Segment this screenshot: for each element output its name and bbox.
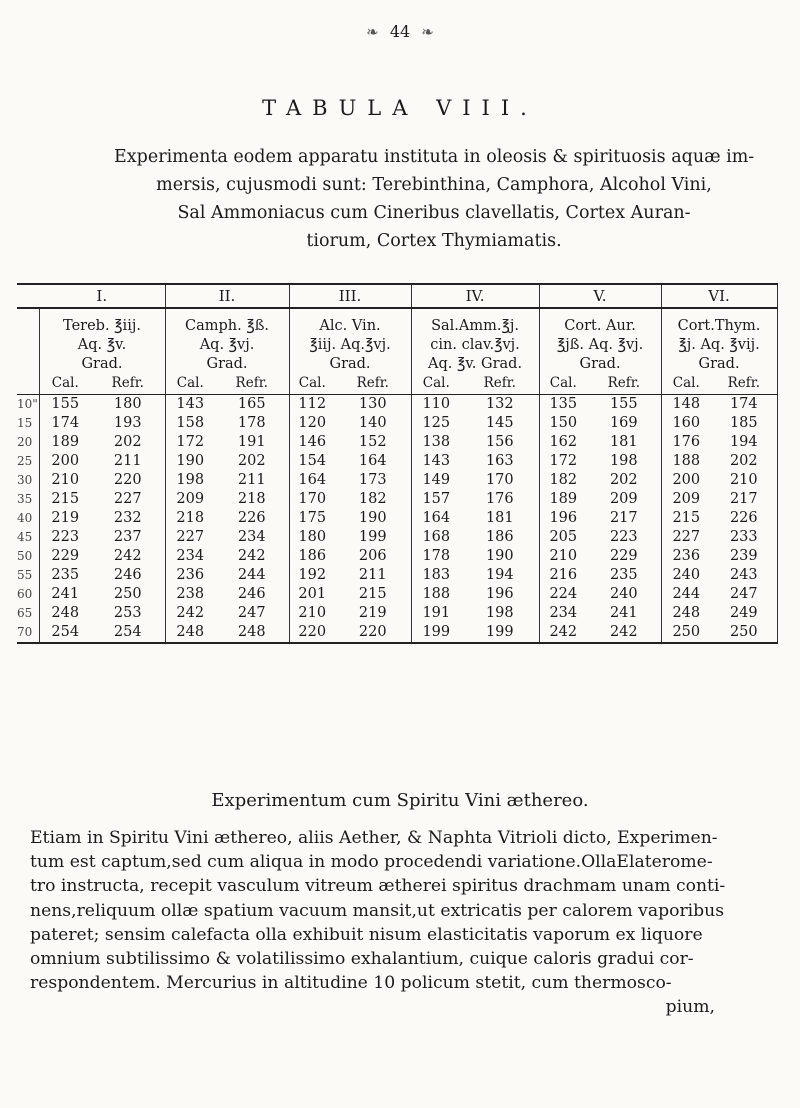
refr-value: 191 xyxy=(237,434,266,450)
body-line: nens,reliquum ollæ spatium vacuum mansit,ut extricatis per calorem vaporibus xyxy=(30,900,725,921)
substance-label: Tereb. ℥iij. Aq. ℥v. xyxy=(39,308,165,355)
body-paragraph xyxy=(30,826,775,1020)
intro-line: tiorum, Cortex Thymiamatis. xyxy=(306,231,562,251)
cal-value: 162 xyxy=(539,433,587,452)
refr-value: 182 xyxy=(358,491,387,507)
grad-label: Grad. xyxy=(39,355,165,374)
refr-value: 176 xyxy=(485,491,514,507)
cal-value: 182 xyxy=(539,471,587,490)
cal-value: 210 xyxy=(539,547,587,566)
cal-value: 155 xyxy=(39,395,91,415)
refr-label: Refr. xyxy=(711,374,777,395)
refr-value: 199 xyxy=(358,529,387,545)
cal-value: 201 xyxy=(289,585,335,604)
table-title: TABULA VIII. xyxy=(262,96,538,120)
refr-value: 180 xyxy=(113,396,142,412)
refr-value: 190 xyxy=(358,510,387,526)
cal-value: 164 xyxy=(411,509,461,528)
substance-label: Sal.Amm.℥j. cin. clav.℥vj. xyxy=(411,308,539,355)
refr-value: 233 xyxy=(711,528,777,547)
column-numeral: II. xyxy=(165,284,289,308)
ornament-right-icon: ❧ xyxy=(421,23,434,41)
refr-value: 130 xyxy=(358,396,387,412)
refr-value: 219 xyxy=(358,605,387,621)
cal-value: 178 xyxy=(411,547,461,566)
refr-value: 199 xyxy=(461,623,539,643)
cal-value: 210 xyxy=(39,471,91,490)
body-line: omnium subtilissimo & volatilissimo exhalantium, cuique caloris gradui cor- xyxy=(30,949,694,970)
cal-value: 210 xyxy=(289,604,335,623)
intro-paragraph xyxy=(114,143,754,255)
refr-value: 181 xyxy=(485,510,514,526)
column-numeral: V. xyxy=(539,284,661,308)
cal-value: 242 xyxy=(165,604,215,623)
body-line: tum est captum,sed cum aliqua in modo procedendi variatione.OllaElaterome- xyxy=(30,852,713,873)
refr-value: 240 xyxy=(609,586,638,602)
refr-value: 250 xyxy=(711,623,777,643)
time-label: 25 xyxy=(17,454,33,468)
cal-value: 235 xyxy=(39,566,91,585)
cal-value: 148 xyxy=(661,395,711,415)
refr-label: Refr. xyxy=(461,374,539,395)
refr-value: 226 xyxy=(711,509,777,528)
refr-value: 155 xyxy=(609,396,638,412)
refr-value: 234 xyxy=(237,529,266,545)
table-row xyxy=(17,528,777,547)
table-row xyxy=(17,604,777,623)
grad-label: Aq. ℥v. Grad. xyxy=(411,355,539,374)
refr-value: 242 xyxy=(237,548,266,564)
refr-value: 186 xyxy=(485,529,514,545)
cal-value: 149 xyxy=(411,471,461,490)
refr-value: 194 xyxy=(711,433,777,452)
cal-label: Cal. xyxy=(165,374,215,395)
time-label: 65 xyxy=(17,606,33,620)
refr-value: 196 xyxy=(485,586,514,602)
cal-value: 205 xyxy=(539,528,587,547)
cal-value: 234 xyxy=(539,604,587,623)
cal-value: 138 xyxy=(411,433,461,452)
refr-value: 164 xyxy=(358,453,387,469)
refr-value: 227 xyxy=(113,491,142,507)
refr-value: 132 xyxy=(485,396,514,412)
grad-label: Grad. xyxy=(661,355,777,374)
cal-value: 200 xyxy=(661,471,711,490)
refr-value: 248 xyxy=(215,623,289,643)
time-label: 45 xyxy=(17,530,33,544)
column-numeral: III. xyxy=(289,284,411,308)
refr-value: 237 xyxy=(113,529,142,545)
table-row xyxy=(17,490,777,509)
substance-label: Cort. Aur. ℥jß. Aq. ℥vj. xyxy=(539,308,661,355)
refr-value: 202 xyxy=(609,472,638,488)
refr-value: 217 xyxy=(711,490,777,509)
cal-value: 241 xyxy=(39,585,91,604)
table-row xyxy=(17,395,777,415)
refr-label: Refr. xyxy=(215,374,289,395)
refr-value: 232 xyxy=(113,510,142,526)
refr-value: 247 xyxy=(711,585,777,604)
refr-value: 185 xyxy=(711,414,777,433)
roman-header-row xyxy=(17,284,777,308)
cal-value: 176 xyxy=(661,433,711,452)
body-line: tro instructa, recepit vasculum vitreum ætherei spiritus drachmam unam conti- xyxy=(30,876,726,897)
time-label: 70 xyxy=(17,623,39,643)
cal-value: 227 xyxy=(661,528,711,547)
cal-value: 180 xyxy=(289,528,335,547)
cal-value: 164 xyxy=(289,471,335,490)
column-numeral: VI. xyxy=(661,284,777,308)
refr-value: 249 xyxy=(711,604,777,623)
cal-value: 215 xyxy=(661,509,711,528)
refr-value: 140 xyxy=(358,415,387,431)
cal-value: 158 xyxy=(165,414,215,433)
cal-value: 236 xyxy=(165,566,215,585)
refr-value: 206 xyxy=(358,548,387,564)
cal-value: 143 xyxy=(165,395,215,415)
refr-value: 202 xyxy=(237,453,266,469)
cal-value: 216 xyxy=(539,566,587,585)
refr-value: 173 xyxy=(358,472,387,488)
cal-value: 120 xyxy=(289,414,335,433)
refr-value: 211 xyxy=(358,567,387,583)
cal-value: 220 xyxy=(289,623,335,643)
cal-value: 236 xyxy=(661,547,711,566)
section-heading: Experimentum cum Spiritu Vini æthereo. xyxy=(211,790,589,811)
refr-value: 250 xyxy=(113,586,142,602)
refr-value: 242 xyxy=(587,623,661,643)
substance-label: Alc. Vin. ℥iij. Aq.℥vj. xyxy=(289,308,411,355)
cal-label: Cal. xyxy=(289,374,335,395)
cal-value: 191 xyxy=(411,604,461,623)
column-numeral: I. xyxy=(39,284,165,308)
grad-row xyxy=(17,355,777,374)
refr-value: 220 xyxy=(113,472,142,488)
cal-value: 125 xyxy=(411,414,461,433)
table-row xyxy=(17,452,777,471)
refr-value: 174 xyxy=(711,395,777,415)
cal-value: 248 xyxy=(661,604,711,623)
cal-value: 240 xyxy=(661,566,711,585)
refr-value: 253 xyxy=(113,605,142,621)
page-number: 44 xyxy=(389,22,411,41)
cal-value: 186 xyxy=(289,547,335,566)
cal-value: 143 xyxy=(411,452,461,471)
grad-label: Grad. xyxy=(165,355,289,374)
cal-value: 224 xyxy=(539,585,587,604)
cal-value: 244 xyxy=(661,585,711,604)
cal-value: 150 xyxy=(539,414,587,433)
refr-value: 198 xyxy=(485,605,514,621)
refr-value: 181 xyxy=(609,434,638,450)
refr-value: 229 xyxy=(609,548,638,564)
table-row xyxy=(17,509,777,528)
cal-value: 242 xyxy=(539,623,587,643)
refr-value: 223 xyxy=(609,529,638,545)
refr-value: 243 xyxy=(711,566,777,585)
cal-value: 190 xyxy=(165,452,215,471)
refr-value: 178 xyxy=(237,415,266,431)
cal-value: 160 xyxy=(661,414,711,433)
refr-value: 217 xyxy=(609,510,638,526)
cal-value: 223 xyxy=(39,528,91,547)
refr-value: 163 xyxy=(485,453,514,469)
cal-label: Cal. xyxy=(39,374,91,395)
refr-value: 202 xyxy=(113,434,142,450)
cal-value: 234 xyxy=(165,547,215,566)
cal-value: 172 xyxy=(165,433,215,452)
refr-value: 247 xyxy=(237,605,266,621)
refr-label: Refr. xyxy=(91,374,165,395)
time-label: 15 xyxy=(17,416,33,430)
cal-value: 183 xyxy=(411,566,461,585)
cal-value: 112 xyxy=(289,395,335,415)
table-row xyxy=(17,414,777,433)
cal-value: 168 xyxy=(411,528,461,547)
data-table xyxy=(17,283,777,644)
refr-value: 211 xyxy=(237,472,266,488)
body-line: pateret; sensim calefacta olla exhibuit nisum elasticitatis vaporum ex liquore xyxy=(30,924,703,945)
refr-value: 244 xyxy=(237,567,266,583)
cal-value: 110 xyxy=(411,395,461,415)
table-row xyxy=(17,433,777,452)
cal-value: 209 xyxy=(661,490,711,509)
ornament-left-icon: ❧ xyxy=(366,23,379,41)
refr-value: 215 xyxy=(358,586,387,602)
table-body xyxy=(17,395,777,644)
cal-value: 227 xyxy=(165,528,215,547)
table-row xyxy=(17,585,777,604)
table-row xyxy=(17,623,777,643)
cal-value: 135 xyxy=(539,395,587,415)
refr-value: 202 xyxy=(711,452,777,471)
cal-value: 192 xyxy=(289,566,335,585)
refr-value: 190 xyxy=(485,548,514,564)
time-label: 40 xyxy=(17,511,33,525)
substance-label: Cort.Thym. ℥j. Aq. ℥vij. xyxy=(661,308,777,355)
time-label: 55 xyxy=(17,568,33,582)
refr-value: 152 xyxy=(358,434,387,450)
time-label: 30 xyxy=(17,473,33,487)
intro-line: mersis, cujusmodi sunt: Terebinthina, Camphora, Alcohol Vini, xyxy=(156,175,712,195)
cal-value: 250 xyxy=(661,623,711,643)
cal-value: 154 xyxy=(289,452,335,471)
refr-value: 246 xyxy=(113,567,142,583)
refr-value: 242 xyxy=(113,548,142,564)
cal-value: 200 xyxy=(39,452,91,471)
refr-value: 220 xyxy=(335,623,411,643)
table-row xyxy=(17,566,777,585)
cal-value: 172 xyxy=(539,452,587,471)
refr-value: 156 xyxy=(485,434,514,450)
refr-value: 165 xyxy=(237,396,266,412)
intro-line: Sal Ammoniacus cum Cineribus clavellatis, Cortex Auran- xyxy=(177,203,691,223)
cal-value: 199 xyxy=(411,623,461,643)
cal-value: 189 xyxy=(539,490,587,509)
table-row xyxy=(17,471,777,490)
cal-label: Cal. xyxy=(661,374,711,395)
cal-value: 238 xyxy=(165,585,215,604)
cal-value: 219 xyxy=(39,509,91,528)
body-line: respondentem. Mercurius in altitudine 10 policum stetit, cum thermosco- xyxy=(30,973,672,994)
refr-value: 209 xyxy=(609,491,638,507)
refr-value: 211 xyxy=(113,453,142,469)
refr-value: 198 xyxy=(609,453,638,469)
refr-label: Refr. xyxy=(587,374,661,395)
substance-label: Camph. ℥ß. Aq. ℥vj. xyxy=(165,308,289,355)
refr-label: Refr. xyxy=(335,374,411,395)
refr-value: 239 xyxy=(711,547,777,566)
grad-label: Grad. xyxy=(289,355,411,374)
refr-value: 194 xyxy=(485,567,514,583)
cal-value: 215 xyxy=(39,490,91,509)
refr-value: 193 xyxy=(113,415,142,431)
time-label: 10" xyxy=(17,397,38,411)
substance-row xyxy=(17,308,777,355)
cal-refr-row xyxy=(17,374,777,395)
cal-label: Cal. xyxy=(411,374,461,395)
refr-value: 235 xyxy=(609,567,638,583)
cal-value: 188 xyxy=(411,585,461,604)
cal-value: 175 xyxy=(289,509,335,528)
refr-value: 169 xyxy=(609,415,638,431)
time-label: 35 xyxy=(17,492,33,506)
table-row xyxy=(17,547,777,566)
cal-value: 188 xyxy=(661,452,711,471)
time-label: 20 xyxy=(17,435,33,449)
cal-value: 248 xyxy=(165,623,215,643)
time-label: 50 xyxy=(17,549,33,563)
refr-value: 241 xyxy=(609,605,638,621)
cal-value: 209 xyxy=(165,490,215,509)
cal-value: 196 xyxy=(539,509,587,528)
body-line: pium, xyxy=(665,997,715,1018)
column-numeral: IV. xyxy=(411,284,539,308)
refr-value: 145 xyxy=(485,415,514,431)
page-header xyxy=(0,22,800,41)
cal-value: 146 xyxy=(289,433,335,452)
cal-value: 254 xyxy=(39,623,91,643)
body-line: Etiam in Spiritu Vini æthereo, aliis Aether, & Naphta Vitrioli dicto, Experimen- xyxy=(30,828,718,848)
cal-value: 157 xyxy=(411,490,461,509)
cal-value: 170 xyxy=(289,490,335,509)
refr-value: 218 xyxy=(237,491,266,507)
cal-value: 229 xyxy=(39,547,91,566)
refr-value: 226 xyxy=(237,510,266,526)
cal-value: 218 xyxy=(165,509,215,528)
refr-value: 254 xyxy=(91,623,165,643)
refr-value: 246 xyxy=(237,586,266,602)
refr-value: 170 xyxy=(485,472,514,488)
time-label: 60 xyxy=(17,587,33,601)
intro-line: Experimenta eodem apparatu instituta in oleosis & spirituosis aquæ im- xyxy=(114,147,755,167)
grad-label: Grad. xyxy=(539,355,661,374)
cal-value: 198 xyxy=(165,471,215,490)
cal-label: Cal. xyxy=(539,374,587,395)
cal-value: 189 xyxy=(39,433,91,452)
refr-value: 210 xyxy=(711,471,777,490)
cal-value: 248 xyxy=(39,604,91,623)
cal-value: 174 xyxy=(39,414,91,433)
